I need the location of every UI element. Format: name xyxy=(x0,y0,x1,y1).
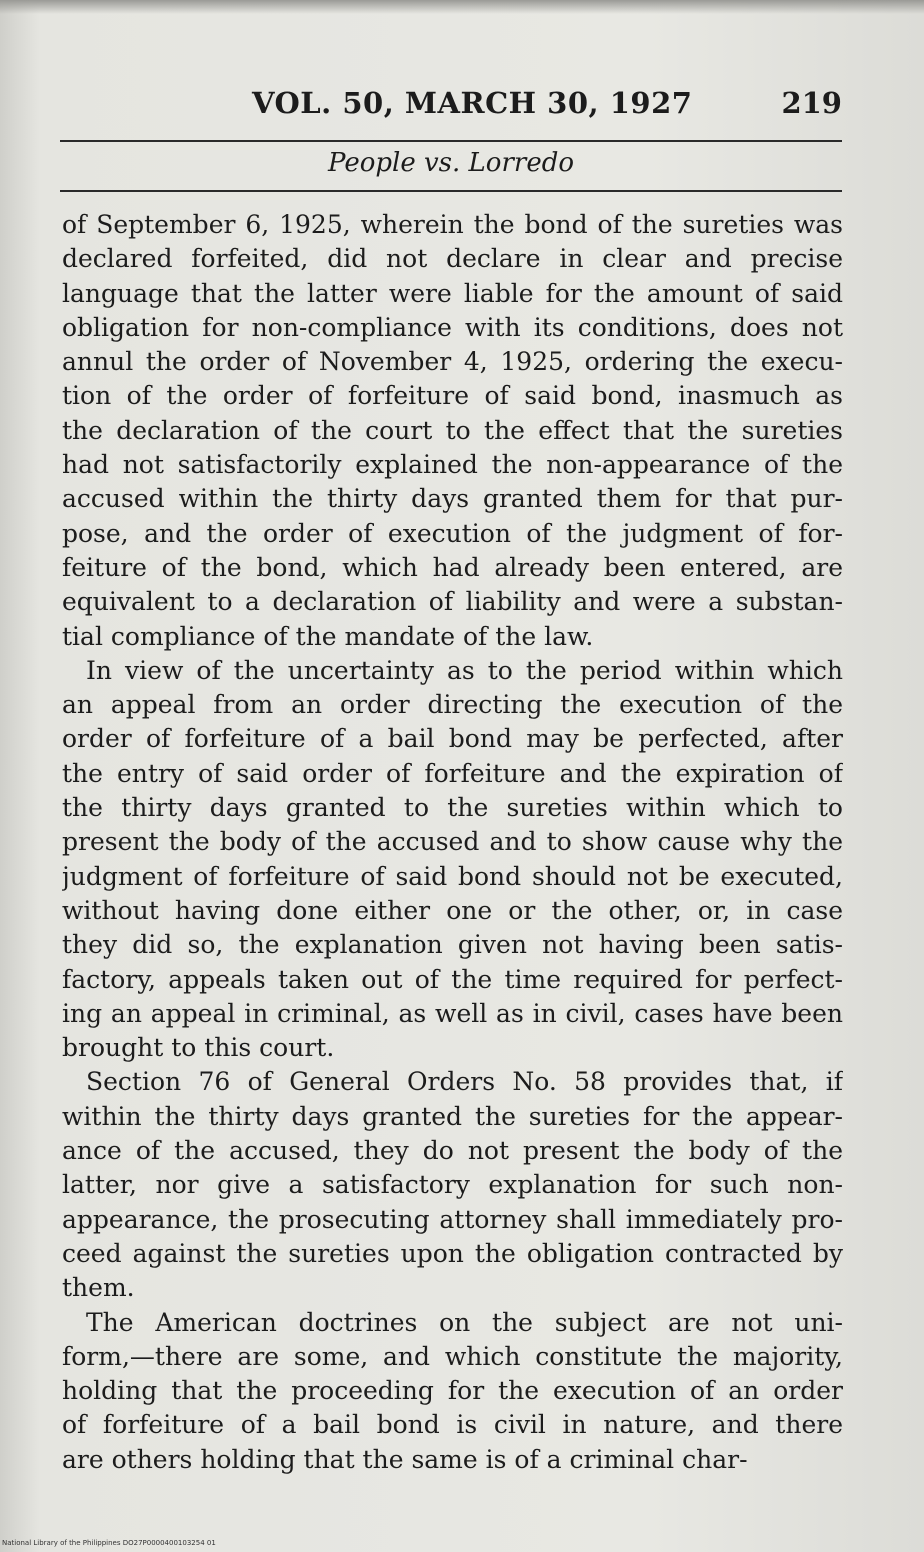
text-line: appearance, the prosecuting attorney shall immediately pro- xyxy=(62,1204,843,1234)
text-line: ing an appeal in criminal, as well as in civil, cases have been xyxy=(62,998,843,1028)
text-line: obligation for non-compliance with its conditions, does not xyxy=(62,312,843,342)
text-line: ance of the accused, they do not present the body of the xyxy=(62,1136,843,1166)
text-line: within the thirty days granted the sureties for the appear- xyxy=(62,1101,843,1131)
text-line: ceed against the sureties upon the obligation contracted by xyxy=(62,1238,843,1268)
text-line: the entry of said order of forfeiture and the expiration of xyxy=(62,758,843,788)
text-line: an appeal from an order directing the execution of the xyxy=(62,690,843,720)
text-line: In view of the uncertainty as to the period within which xyxy=(86,655,843,685)
text-line: accused within the thirty days granted them for that pur- xyxy=(62,484,843,514)
text-line: equivalent to a declaration of liability and were a substan- xyxy=(62,587,843,617)
text-line: judgment of forfeiture of said bond should not be executed, xyxy=(62,861,843,891)
text-line: order of forfeiture of a bail bond may be perfected, after xyxy=(62,724,843,754)
text-line: form,—there are some, and which constitute the majority, xyxy=(62,1341,843,1371)
text-line: tion of the order of forfeiture of said bond, inasmuch as xyxy=(62,381,843,411)
text-line: present the body of the accused and to show cause why the xyxy=(62,827,843,857)
paragraph xyxy=(62,1306,843,1477)
scan-edge-shadow xyxy=(0,0,924,14)
text-line: The American doctrines on the subject are not uni- xyxy=(86,1307,843,1337)
text-line: they did so, the explanation given not having been satis- xyxy=(62,930,843,960)
text-line: holding that the proceeding for the execution of an order xyxy=(62,1376,843,1406)
header-divider-bottom xyxy=(60,190,842,192)
text-line: feiture of the bond, which had already been entered, are xyxy=(62,552,843,582)
text-line: the thirty days granted to the sureties within which to xyxy=(62,793,843,823)
header-divider-top xyxy=(60,140,842,142)
text-line: them. xyxy=(62,1273,135,1303)
text-line: are others holding that the same is of a criminal char- xyxy=(62,1444,748,1474)
text-line: had not satisfactorily explained the non-appearance of the xyxy=(62,450,843,480)
text-line: brought to this court. xyxy=(62,1033,335,1063)
case-running-head: People vs. Lorredo xyxy=(328,148,574,178)
paragraph xyxy=(62,1065,843,1305)
page-number: 219 xyxy=(781,86,842,120)
page-header xyxy=(60,86,842,126)
paragraph xyxy=(62,208,843,654)
text-line: of September 6, 1925, wherein the bond of the sureties was xyxy=(62,210,843,239)
body-text xyxy=(62,208,843,1477)
text-line: declared forfeited, did not declare in clear and precise xyxy=(62,244,843,274)
text-line: pose, and the order of execution of the judgment of for- xyxy=(62,518,843,548)
paragraph xyxy=(62,654,843,1066)
archive-footer-note: National Library of the Philippines DO27P0000400103254 01 xyxy=(2,1539,216,1547)
text-line: tial compliance of the mandate of the law. xyxy=(62,621,594,651)
text-line: language that the latter were liable for the amount of said xyxy=(62,278,843,308)
volume-date-title: VOL. 50, MARCH 30, 1927 xyxy=(252,86,693,120)
text-line: factory, appeals taken out of the time required for perfect- xyxy=(62,964,843,994)
text-line: latter, nor give a satisfactory explanation for such non- xyxy=(62,1170,843,1200)
text-line: of forfeiture of a bail bond is civil in nature, and there xyxy=(62,1410,843,1440)
text-line: annul the order of November 4, 1925, ordering the execu- xyxy=(62,347,843,377)
text-line: the declaration of the court to the effect that the sureties xyxy=(62,415,843,445)
text-line: Section 76 of General Orders No. 58 provides that, if xyxy=(86,1067,843,1097)
text-line: without having done either one or the other, or, in case xyxy=(62,895,843,925)
